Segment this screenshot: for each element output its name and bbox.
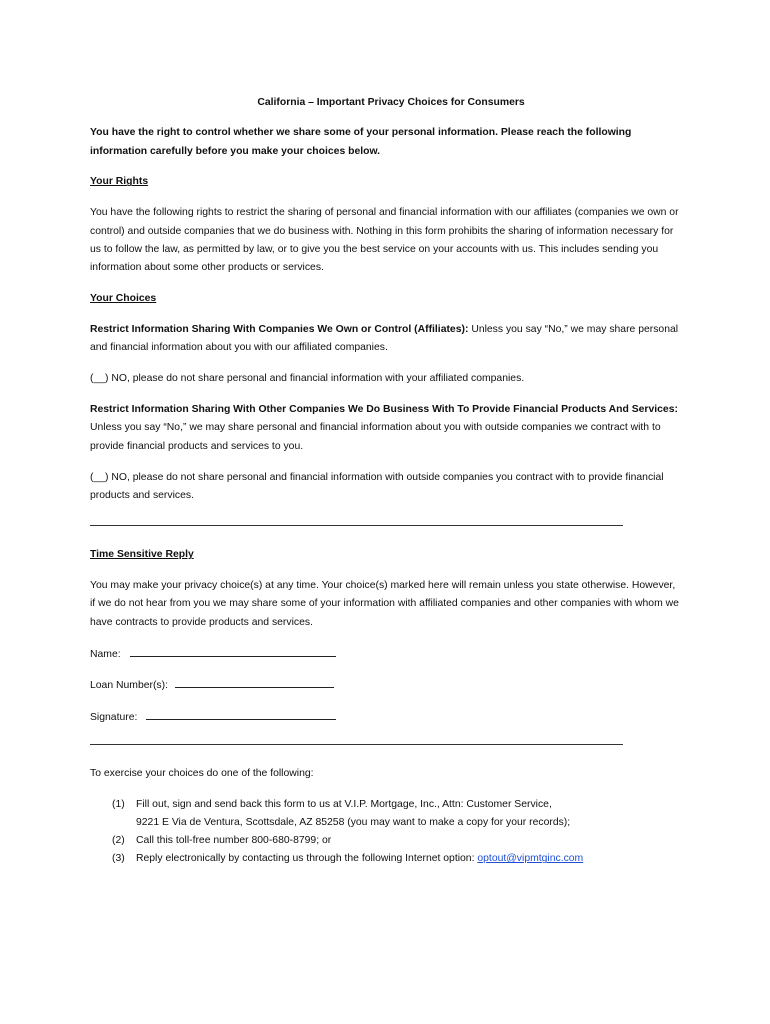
your-rights-heading: Your Rights: [90, 176, 149, 188]
time-sensitive-paragraph: You may make your privacy choice(s) at any time. Your choice(s) marked here will remain unless you state otherwise. However, if we do not hear from you we may share some of your information with affiliated companies and other companies with whom we have contracts to provide products and services.: [90, 580, 679, 628]
phone-option-text: Call this toll-free number 800-680-8799; or: [136, 835, 332, 847]
signature-field-row: [90, 708, 682, 727]
internet-option-text: Reply electronically by contacting us through the following Internet option:: [136, 853, 475, 865]
name-field-label: Name:: [90, 648, 121, 660]
mail-option-line2: 9221 E Via de Ventura, Scottsdale, AZ 85258 (you may want to make a copy for your records);: [136, 816, 571, 828]
affiliates-choice-lead: Restrict Information Sharing With Companies We Own or Control (Affiliates):: [90, 324, 469, 336]
name-field[interactable]: [130, 645, 336, 657]
others-choice-body: Unless you say “No,” we may share personal and financial information about you with outside companies we contract with to provide financial products and services to you.: [90, 422, 661, 452]
section-divider: [90, 525, 623, 526]
signature-field-label: Signature:: [90, 712, 138, 724]
your-choices-heading: Your Choices: [90, 293, 157, 305]
list-item: [90, 796, 682, 833]
affiliates-opt-out-checkbox[interactable]: (__) NO, please do not share personal and financial information with your affiliated companies.: [90, 373, 525, 385]
list-item-number: (1): [112, 798, 125, 810]
exercise-lead: To exercise your choices do one of the following:: [90, 767, 314, 779]
your-rights-paragraph: You have the following rights to restrict the sharing of personal and financial information with our affiliates (companies we own or control) and outside companies that we do business with. Nothing in this form prohibits the sharing of information necessary for us to follow the law, as permitted by law, or to give you the best service on your accounts with us. This includes sending you information about some other products or services.: [90, 207, 679, 274]
opt-out-email-link[interactable]: optout@vipmtginc.com: [477, 853, 584, 865]
list-item: [90, 850, 682, 868]
signature-field[interactable]: [146, 708, 336, 720]
loan-field-label: Loan Number(s):: [90, 680, 168, 692]
mail-option-line1: Fill out, sign and send back this form to us at V.I.P. Mortgage, Inc., Attn: Customer Service,: [136, 798, 552, 810]
others-choice-lead: Restrict Information Sharing With Other Companies We Do Business With To Provide Financial Products And Services:: [90, 404, 678, 416]
document-title: California – Important Privacy Choices for Consumers: [257, 97, 525, 108]
affiliates-choice-paragraph: [90, 321, 682, 358]
loan-number-field[interactable]: [175, 676, 334, 688]
list-item-text: [136, 796, 682, 833]
exercise-options-list: [90, 796, 682, 869]
list-item-number: (2): [112, 835, 125, 847]
affiliates-choice-body: Unless you say “No,” we may share personal and financial information about you with our affiliated companies.: [90, 324, 679, 354]
intro-paragraph: You have the right to control whether we share some of your personal information. Please reach the following information carefully before you make your choices below.: [90, 127, 632, 157]
list-item-number: (3): [112, 853, 125, 865]
name-field-row: [90, 645, 682, 664]
section-divider: [90, 744, 623, 745]
others-opt-out-checkbox[interactable]: (__) NO, please do not share personal and financial information with outside companies you contract with to provide financial products and services.: [90, 471, 664, 501]
time-sensitive-heading: Time Sensitive Reply: [90, 549, 194, 561]
loan-field-row: [90, 676, 682, 695]
list-item: [90, 832, 682, 850]
list-item-text: [136, 850, 682, 868]
document-body: [90, 94, 682, 869]
others-choice-paragraph: [90, 401, 682, 456]
